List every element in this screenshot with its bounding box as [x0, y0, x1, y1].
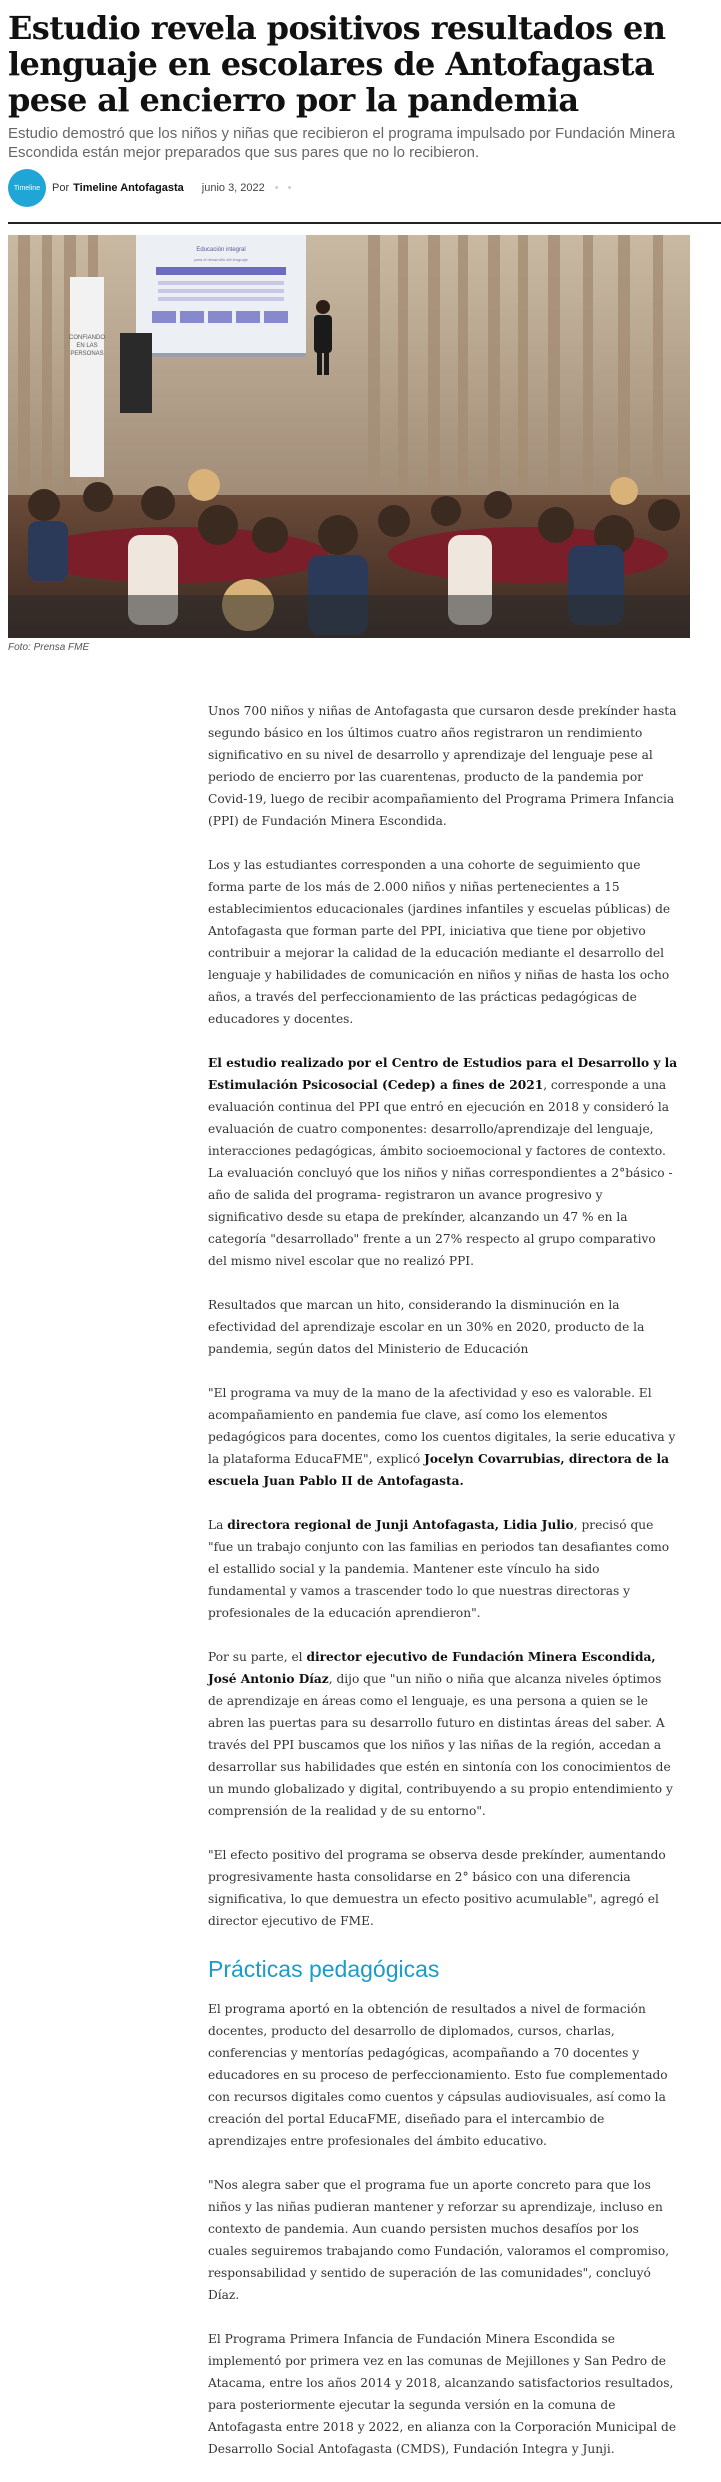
article-title: Estudio revela positivos resultados en lenguaje en escolares de Antofagasta pese al encierro por la pandemia	[8, 9, 666, 119]
article-body	[208, 700, 678, 2482]
article-subtitle: Estudio demostró que los niños y niñas que recibieron el programa impulsado por Fundación Minera Escondida están mejor preparados que sus pares que no lo recibieron.	[8, 125, 676, 161]
paragraph: "Nos alegra saber que el programa fue un aporte concreto para que los niños y las niñas pudieran mantener y reforzar su aprendizaje, incluso en contexto de pandemia. Aun cuando persisten muchos desafíos por los cuales seguiremos trabajando como Fundación, valoramos el compromiso, responsabilidad y sentido de superación de las comunidades", concluyó Díaz.	[208, 2178, 670, 2302]
banner-line2: EN LAS	[76, 343, 98, 349]
photo-caption: Foto: Prensa FME	[8, 642, 90, 653]
paragraph: El Programa Primera Infancia de Fundación Minera Escondida se implementó por primera vez en las comunas de Mejillones y San Pedro de Atacama, entre los años 2014 y 2018, alcanzando satisfactorios resultados, para posteriormente ejecutar la segunda versión en la comuna de Antofagasta entre 2018 y 2022, en alianza con la Corporación Municipal de Desarrollo Social Antofagasta (CMDS), Fundación Integra y Junji.	[208, 2332, 677, 2456]
author-avatar[interactable]: Timeline	[8, 169, 46, 207]
header-divider	[8, 222, 721, 224]
conference-photo-illustration	[8, 235, 690, 638]
banner-line1: CONFIANDO	[69, 335, 105, 341]
paragraph-bold: Jocelyn Covarrubias, directora de la escuela Juan Pablo II de Antofagasta.	[208, 1452, 669, 1488]
paragraph-text: , precisó que "fue un trabajo conjunto con las familias en periodos tan desafiantes como el estallido social y la pandemia. Mantener este vínculo ha sido fundamental y vamos a trascender todo lo que nuestras directoras y profesionales de la educación aprendieron".	[208, 1518, 670, 1620]
paragraph: Los y las estudiantes corresponden a una cohorte de seguimiento que forma parte de los más de 2.000 niños y niñas pertenecientes a 15 establecimientos educacionales (jardines infantiles y escuelas públicas) de Antofagasta que forman parte del PPI, iniciativa que tiene por objetivo contribuir a mejorar la calidad de la educación mediante el desarrollo del lenguaje y habilidades de comunicación en niños y niñas de hasta los ocho años, a través del perfeccionamiento de las prácticas pedagógicas de educadores y docentes.	[208, 858, 671, 1026]
paragraph-text: La	[208, 1518, 228, 1532]
publish-date: junio 3, 2022	[201, 182, 265, 194]
paragraph	[208, 1646, 678, 1822]
paragraph-text: , corresponde a una evaluación continua del PPI que entró en ejecución en 2018 y consideró la evaluación de cuatro componentes: desarrollo/aprendizaje del lenguaje, interacciones pedagógicas, ámbito socioemocional y factores de contexto. La evaluación concluyó que los niños y niñas correspondientes a 2°básico -año de salida del programa- registraron un avance progresivo y significativo desde su etapa de prekínder, alcanzando un 47 % en la categoría "desarrollado" frente a un 27% respecto al grupo comparativo del mismo nivel escolar que no realizó PPI.	[208, 1078, 673, 1268]
article-header	[8, 10, 713, 162]
paragraph-bold: directora regional de Junji Antofagasta, Lidia Julio	[227, 1518, 574, 1532]
section-heading: Prácticas pedagógicas	[208, 1956, 440, 1982]
paragraph	[208, 1052, 678, 1272]
share-dots-icon[interactable]: • •	[274, 182, 295, 194]
featured-photo	[8, 235, 690, 638]
paragraph-text: , dijo que "un niño o niña que alcanza niveles óptimos de aprendizaje en áreas como el lenguaje, es una persona a quien se le abren las puertas para su desarrollo futuro en distintas áreas del saber. A través del PPI buscamos que los niños y las niñas de la región, accedan a desarrollar sus habilidades que estén en sintonía con los conocimientos de un mundo globalizado y digital, contribuyendo a su propio entendimiento y comprensión de la realidad y de su entorno".	[208, 1672, 673, 1818]
by-label: Por	[52, 182, 70, 194]
paragraph-text: Por su parte, el	[208, 1650, 307, 1664]
paragraph-bold: El estudio realizado por el Centro de Estudios para el Desarrollo y la Estimulación Psicosocial (Cedep) a fines de 2021	[208, 1056, 678, 1092]
paragraph: "El efecto positivo del programa se observa desde prekínder, aumentando progresivamente hasta consolidarse en 2° básico con una diferencia significativa, lo que demuestra un efecto positivo acumulable", agregó el director ejecutivo de FME.	[208, 1848, 666, 1928]
paragraph-bold: director ejecutivo de Fundación Minera Escondida, José Antonio Díaz	[208, 1650, 656, 1686]
author-link[interactable]: Timeline Antofagasta	[73, 182, 184, 194]
article-meta	[8, 167, 713, 209]
paragraph-text: "El programa va muy de la mano de la afectividad y eso es valorable. El acompañamiento en pandemia fue clave, así como los elementos pedagógicos para docentes, como los cuentos digitales, la serie educativa y la plataforma EducaFME", explicó	[208, 1386, 676, 1466]
screen-title: Educación integral	[196, 247, 246, 253]
paragraph: Resultados que marcan un hito, considerando la disminución en la efectividad del aprendizaje escolar en un 30% en 2020, producto de la pandemia, según datos del Ministerio de Educación	[208, 1298, 645, 1356]
banner-line3: PERSONAS	[70, 351, 104, 357]
paragraph	[208, 1382, 678, 1492]
paragraph: El programa aportó en la obtención de resultados a nivel de formación docentes, producto del desarrollo de diplomados, cursos, charlas, conferencias y mentorías pedagógicas, acompañando a 70 docentes y educadores en su proceso de perfeccionamiento. Esto fue complementado con recursos digitales como cuentos y cápsulas audiovisuales, así como la creación del portal EducaFME, diseñado para el intercambio de aprendizajes entre profesionales del ámbito educativo.	[208, 2002, 668, 2148]
screen-subtitle: para el desarrollo del lenguaje	[194, 257, 248, 262]
paragraph	[208, 1514, 678, 1624]
paragraph: Unos 700 niños y niñas de Antofagasta que cursaron desde prekínder hasta segundo básico en los últimos cuatro años registraron un rendimiento significativo en su nivel de desarrollo y aprendizaje del lenguaje pese al periodo de encierro por las cuarentenas, producto de la pandemia por Covid-19, luego de recibir acompañamiento del Programa Primera Infancia (PPI) de Fundación Minera Escondida.	[208, 704, 677, 828]
